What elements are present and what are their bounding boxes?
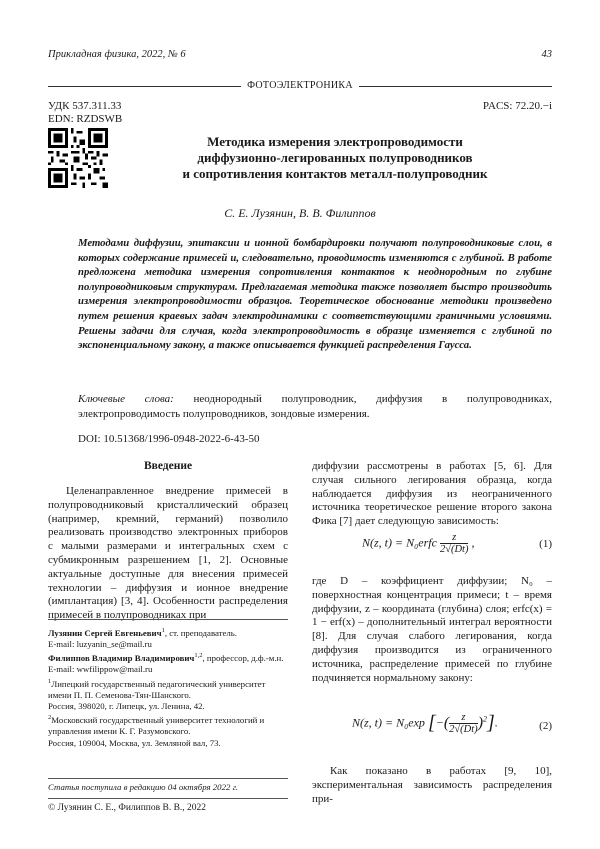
eq1-lhs: N(z, t) = N₀erfc — [362, 535, 437, 550]
equation-2-body — [352, 712, 498, 735]
aff2-text: Московский государственный университет технологий и управления имени К. Г. Разумовского. — [48, 715, 265, 737]
eq2-bracket-close: ] — [487, 712, 495, 734]
copyright: © Лузянин С. Е., Филиппов В. В., 2022 — [48, 803, 207, 813]
equation-1-body — [362, 532, 474, 555]
eq1-fraction — [440, 532, 469, 555]
author1-role: , ст. преподаватель. — [164, 627, 238, 638]
author2-line — [48, 650, 288, 664]
equation-2 — [312, 710, 552, 744]
eq2-square: 2 — [483, 714, 488, 724]
aff1-address: Россия, 398020, г. Липецк, ул. Ленина, 42. — [48, 700, 205, 711]
eq2-lhs: N(z, t) = N₀exp — [352, 715, 425, 730]
copyright-rule — [48, 798, 288, 799]
eq2-bracket-open: [ — [427, 712, 436, 734]
affiliations — [48, 625, 288, 749]
keywords-label: Ключевые слова: — [78, 393, 174, 405]
eq1-denominator: 2√(Dt) — [439, 544, 469, 555]
rubric-label: ФОТОЭЛЕКТРОНИКА — [241, 80, 359, 91]
aff1-sup: 1 — [48, 677, 52, 685]
pacs-code: PACS: 72.20.−i — [482, 100, 552, 112]
journal-header: Прикладная физика, 2022, № 6 — [48, 49, 186, 60]
abstract: Методами диффузии, эпитаксии и ионной бомбардировки получают полупроводниковые слои, в которых содержание примесей и, следовательно, проводимость изменяются с глубиной. В работе предложена методика измерения сопротивления контактов к неоднородным по глубине полупроводниковым структурам. Предлагаемая методика также позволяет быстро производить измерения электропроводимости образцов. Теоретическое обоснование методики произведено путем решения краевых задач электродинамики с соответствующими граничными условиями. Решены задачи для случая, когда электропроводимость в образце изменяется с глубиной по экспоненциальному закону, а также описывается функцией распределения Гаусса. — [78, 237, 552, 352]
eq2-paren-close: ) — [477, 714, 484, 732]
affiliation-1 — [48, 676, 288, 701]
author1-name: Лузянин Сергей Евгеньевич — [48, 627, 162, 638]
col2-paragraph-2: где D – коэффициент диффузии; N₀ – поверхностная концентрация примеси; t – время диффузии, z – координата (глубина) слоя; erfc(x) = 1 − erf(x) – дополнительный интеграл вероятности [8]. Для случая слабого легирования, когда диффузия производится из ограниченного источника, распределение примесей по глубине подчиняется нормальному закону: — [312, 575, 552, 684]
eq2-minus: − — [435, 715, 444, 730]
eq2-label: (2) — [539, 720, 552, 732]
qr-code-icon — [48, 128, 108, 188]
intro-paragraph: Целенаправленное внедрение примесей в полупроводниковый кристаллический образец (например, кремний, германий) позволило реализовать производство электронных приборов с малыми размерами и интегральных схем с субмикронным разрешением [1, 2]. Основные актуальные доступные для внесения примесей технологии – диффузия и ионное внедрение (имплантация) [3, 4]. Особенности распределения примесей в полупроводниках при — [48, 485, 288, 622]
author2-role: , профессор, д.ф.-м.н. — [202, 653, 284, 664]
keywords-text: неоднородный полупроводник, диффузия в полупроводниках, электропроводимость полупроводников, зондовые измерения. — [78, 393, 552, 420]
authors: С. Е. Лузянин, В. В. Филиппов — [224, 206, 376, 220]
keywords — [78, 392, 552, 422]
author2-email: E-mail: wwfilippow@mail.ru — [48, 664, 153, 675]
author2-sup: 1,2 — [194, 652, 203, 660]
author1-email: E-mail: luzyanin_se@mail.ru — [48, 639, 152, 650]
section-rubric — [0, 80, 600, 91]
author2-name: Филиппов Владимир Владимирович — [48, 653, 195, 664]
col2-paragraph-3: Как показано в работах [9, 10], экспериментальная зависимость распределения при- — [312, 765, 552, 805]
udk-code: УДК 537.311.33 — [48, 100, 122, 112]
eq1-label: (1) — [539, 538, 552, 550]
received-rule — [48, 778, 288, 779]
edn-code: EDN: RZDSWB — [48, 113, 123, 125]
title-line: и сопротивления контактов металл-полупроводник — [182, 166, 488, 181]
page-number: 43 — [541, 49, 552, 60]
col2-paragraph-1: диффузии рассмотрены в работах [5, 6]. Для случая сильного легирования образца, когда наблюдается диффузия из неограниченного источника теоретическое решение второго закона Фика [7] дает следующую зависимость: — [312, 460, 552, 528]
footnote-rule — [48, 619, 288, 620]
eq1-numerator: z — [440, 532, 469, 544]
aff2-sup: 2 — [48, 714, 52, 722]
eq2-fraction — [449, 712, 478, 735]
article-title — [120, 134, 550, 182]
eq2-denominator: 2√(Dt) — [449, 724, 478, 735]
equation-1 — [312, 530, 552, 560]
affiliation-2 — [48, 712, 288, 737]
eq2-paren-open: ( — [443, 714, 450, 732]
eq2-period: . — [494, 715, 498, 730]
aff1-text: Липецкий государственный педагогический университет имени П. П. Семенова-Тян-Шанского. — [48, 678, 266, 700]
aff2-address: Россия, 109004, Москва, ул. Земляной вал, 73. — [48, 737, 221, 748]
section-heading: Введение — [143, 460, 193, 472]
author1-line — [48, 625, 288, 639]
title-line: Методика измерения электропроводимости — [207, 134, 463, 149]
received-date: Статья поступила в редакцию 04 октября 2022 г. — [48, 782, 239, 792]
eq2-numerator: z — [449, 712, 478, 724]
doi: DOI: 10.51368/1996-0948-2022-6-43-50 — [78, 433, 260, 445]
author1-sup: 1 — [161, 627, 165, 634]
eq1-comma: , — [471, 535, 475, 550]
title-line: диффузионно-легированных полупроводников — [197, 150, 473, 165]
udk-block — [48, 100, 122, 126]
